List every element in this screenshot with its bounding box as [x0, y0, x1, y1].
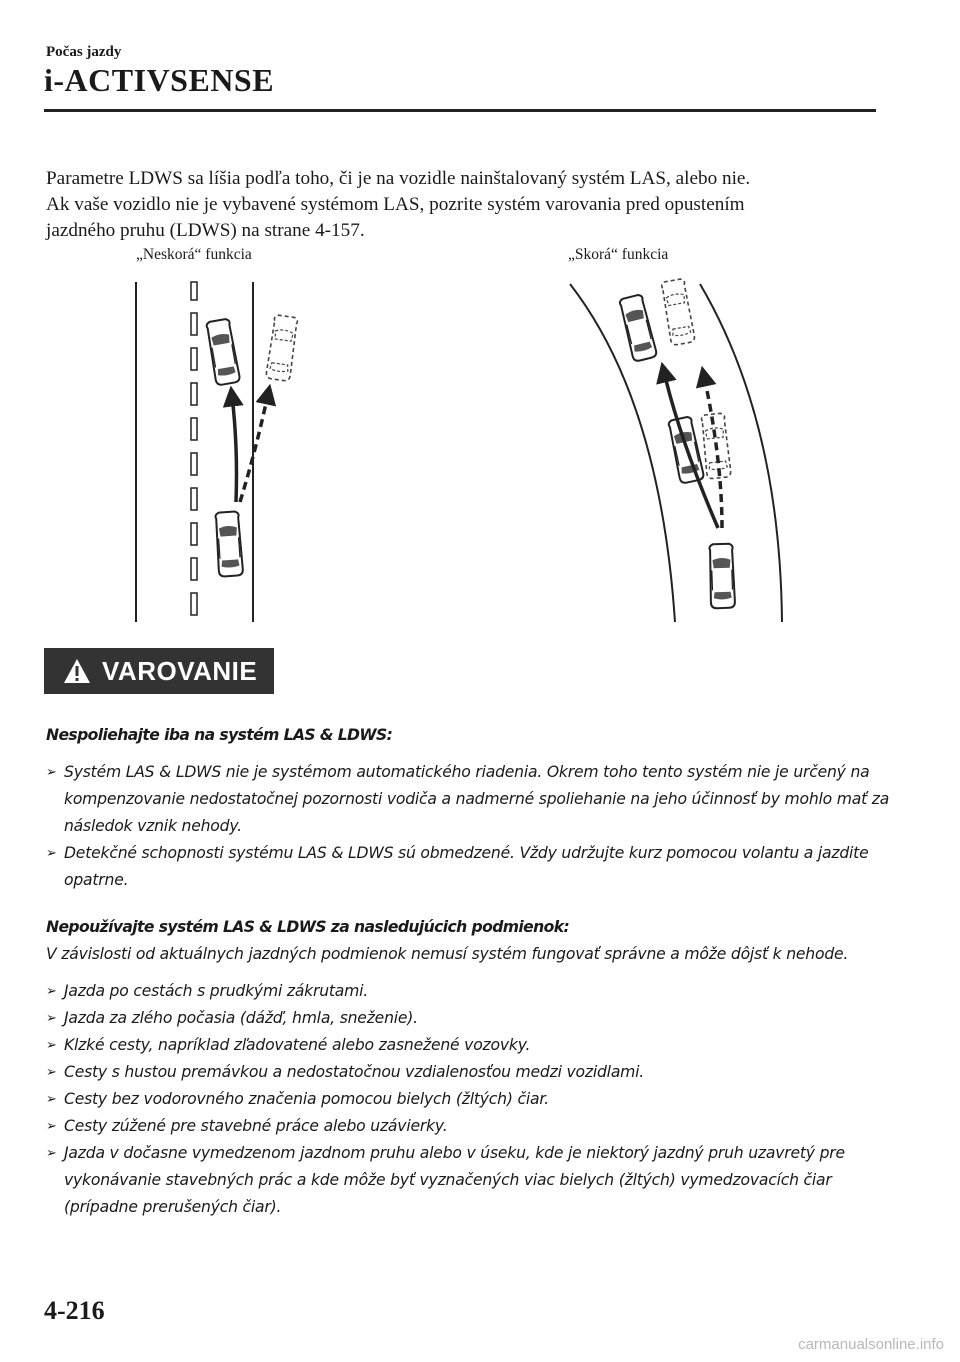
right-triangle-arrow-icon: ➢	[46, 1065, 57, 1080]
warning-heading: Nespoliehajte iba na systém LAS & LDWS:	[46, 726, 393, 744]
warning-content	[46, 722, 896, 1221]
right-triangle-arrow-icon: ➢	[46, 846, 57, 861]
right-triangle-arrow-icon: ➢	[46, 1038, 57, 1053]
warning-list-1	[46, 759, 896, 894]
warning-triangle-icon	[54, 648, 100, 694]
intro-line: Ak vaše vozidlo nie je vybavené systémom LAS, pozrite systém varovania pred opustením	[46, 194, 745, 215]
caption-early-function: „Skorá“ funkcia	[568, 246, 669, 263]
list-item: ➢ Detekčné schopnosti systému LAS & LDWS sú obmedzené. Vždy udržujte kurz pomocou volantu a jazdite opatrne.	[46, 840, 896, 894]
early-function-diagram	[570, 278, 782, 622]
right-triangle-arrow-icon: ➢	[46, 1011, 57, 1026]
lane-departure-illustration	[0, 270, 960, 630]
section-label: Počas jazdy	[46, 44, 122, 60]
right-triangle-arrow-icon: ➢	[46, 1146, 57, 1161]
list-item: ➢ Cesty bez vodorovného značenia pomocou bielych (žltých) čiar.	[46, 1086, 896, 1113]
list-item: ➢ Jazda za zlého počasia (dážď, hmla, sneženie).	[46, 1005, 896, 1032]
list-item: ➢ Jazda po cestách s prudkými zákrutami.	[46, 978, 896, 1005]
list-item: ➢ Cesty s hustou premávkou a nedostatočnou vzdialenosťou medzi vozidlami.	[46, 1059, 896, 1086]
list-item: ➢ Cesty zúžené pre stavebné práce alebo uzávierky.	[46, 1113, 896, 1140]
watermark: carmanualsonline.info	[798, 1336, 944, 1353]
right-triangle-arrow-icon: ➢	[46, 765, 57, 780]
right-triangle-arrow-icon: ➢	[46, 1092, 57, 1107]
header-divider	[44, 109, 876, 112]
late-function-diagram	[136, 282, 298, 622]
list-item: ➢ Systém LAS & LDWS nie je systémom automatického riadenia. Okrem toho tento systém nie je určený na kompenzovanie nedostatočnej pozornosti vodiča a nadmerné spoliehanie na jeho účinnosť by mohlo mať za následok vznik nehody.	[46, 759, 896, 840]
page-number: 4-216	[44, 1296, 105, 1325]
warning-heading: Nepoužívajte systém LAS & LDWS za nasledujúcich podmienok:	[46, 918, 570, 936]
intro-paragraph	[46, 166, 886, 244]
list-item: ➢ Jazda v dočasne vymedzenom jazdnom pruhu alebo v úseku, kde je niektorý jazdný pruh uzavretý pre vykonávanie stavebných prác a kde môže byť vyznačených viac bielych (žltých) vymedzovacích čiar (prípadne prerušených čiar).	[46, 1140, 896, 1221]
caption-late-function: „Neskorá“ funkcia	[136, 246, 252, 263]
warning-list-2	[46, 978, 896, 1221]
warning-paragraph: V závislosti od aktuálnych jazdných podmienok nemusí systém fungovať správne a môže dôjsť k nehode.	[46, 945, 849, 963]
right-triangle-arrow-icon: ➢	[46, 1119, 57, 1134]
warning-badge	[44, 648, 274, 694]
warning-label: VAROVANIE	[102, 655, 258, 686]
page-title: i-ACTIVSENSE	[44, 62, 275, 98]
right-triangle-arrow-icon: ➢	[46, 984, 57, 999]
intro-line: jazdného pruhu (LDWS) na strane 4-157.	[46, 220, 365, 241]
intro-line: Parametre LDWS sa líšia podľa toho, či je na vozidle nainštalovaný systém LAS, alebo nie.	[46, 168, 751, 189]
list-item: ➢ Klzké cesty, napríklad zľadovatené alebo zasnežené vozovky.	[46, 1032, 896, 1059]
